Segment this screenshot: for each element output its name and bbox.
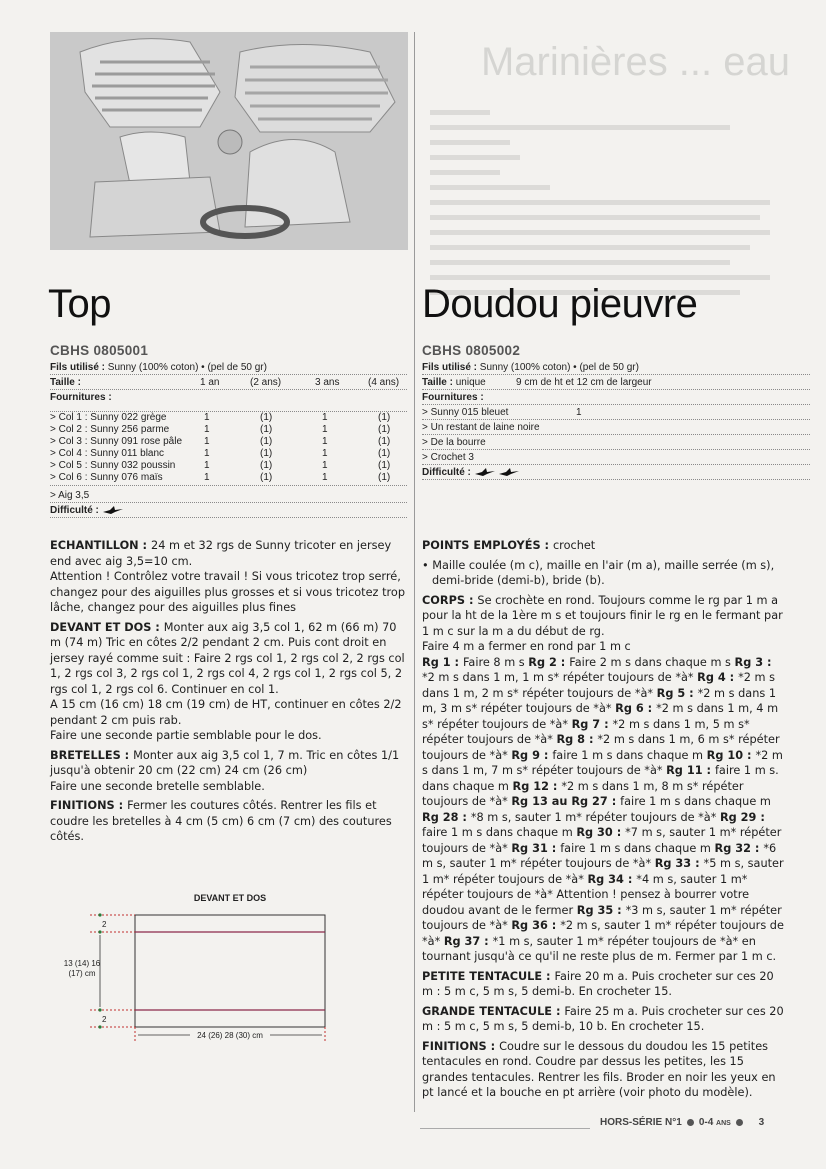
section-heading: POINTS EMPLOYÉS : xyxy=(422,539,553,552)
doudou-fournitures-row xyxy=(422,390,810,405)
page-footer xyxy=(600,1117,764,1128)
top-fournitures-label: Fournitures : xyxy=(50,392,112,403)
echantillon-paragraph xyxy=(50,538,407,616)
schematic-drawing xyxy=(60,880,360,1060)
section-text: Faire 25 m a. Puis crocheter sur ces 20 m : 5 m c, 5 m s, 5 demi-b, 10 b. En crocheter 15. xyxy=(422,1004,784,1033)
rang-text: faire 1 m s. dans chaque m xyxy=(422,764,779,793)
doudou-fourniture-row xyxy=(422,420,810,435)
section-heading: PETITE TENTACULE : xyxy=(422,969,555,983)
rang-label: Rg 31 : xyxy=(511,841,561,855)
top-difficulte-label: Difficulté : xyxy=(50,505,99,516)
section-text: Fermer les coutures côtés. Rentrer les fils et coudre les bretelles à 4 cm (5 cm) 6 cm (7 cm) des coutures côtés. xyxy=(50,799,392,843)
qty: (1) xyxy=(260,436,273,447)
rang-label: Rg 3 : xyxy=(734,655,772,669)
rang-text: *2 m s dans 1 m, 6 m s* répéter toujours de *à* xyxy=(422,733,780,762)
doudou-fils-value: Sunny (100% coton) • (pel de 50 gr) xyxy=(479,362,639,373)
section-text: Faire 4 m a fermer en rond par 1 m c xyxy=(422,640,631,653)
rang-label: Rg 12 : xyxy=(512,779,562,793)
top-taille-label: Taille : xyxy=(50,377,81,388)
qty: 1 xyxy=(322,460,328,471)
rang-label: Rg 6 : xyxy=(615,702,657,715)
top-size: (4 ans) xyxy=(368,377,400,388)
doudou-taille-row xyxy=(422,375,810,390)
color-name: > Col 1 : Sunny 022 grège xyxy=(50,412,167,423)
doudou-fourniture-row xyxy=(422,450,810,465)
bullet-icon xyxy=(687,1119,694,1126)
qty: 1 xyxy=(204,412,210,423)
rang-text: *5 m s, sauter 1 m* répéter toujours de *à* xyxy=(422,857,784,886)
rang-label: Rg 35 : xyxy=(576,903,626,917)
top-size: (2 ans) xyxy=(250,377,282,388)
top-color-row xyxy=(50,436,407,448)
rang-label: Rg 11 : xyxy=(666,764,715,777)
qty: 1 xyxy=(576,407,582,418)
fourniture-name: > Un restant de laine noire xyxy=(422,422,540,433)
doudou-fourniture-row xyxy=(422,405,810,420)
rang-label: Rg 36 : xyxy=(511,919,561,932)
page-number: 3 xyxy=(758,1117,765,1128)
top-color-row xyxy=(50,448,407,460)
color-name: > Col 6 : Sunny 076 maïs xyxy=(50,472,163,483)
doudou-fournitures-label: Fournitures : xyxy=(422,392,484,403)
doudou-title: Doudou pieuvre xyxy=(422,282,698,326)
top-color-row xyxy=(50,472,407,486)
doudou-difficulte-label: Difficulté : xyxy=(422,467,471,478)
color-name: > Col 2 : Sunny 256 parme xyxy=(50,424,170,435)
qty: 1 xyxy=(204,460,210,471)
top-taille-row xyxy=(50,375,407,390)
section-heading: FINITIONS : xyxy=(50,799,128,812)
section-text: Faire une seconde bretelle semblable. xyxy=(50,779,265,793)
diagram-title: DEVANT ET DOS xyxy=(193,893,267,903)
top-size: 1 an xyxy=(200,377,220,388)
rang-label: Rg 33 : xyxy=(654,857,704,870)
doudou-difficulte-row xyxy=(422,465,810,480)
qty: (1) xyxy=(260,412,273,423)
height-label: 13 (14) 16 xyxy=(63,959,101,968)
color-name: > Col 4 : Sunny 011 blanc xyxy=(50,448,165,459)
corps-paragraph xyxy=(422,593,788,965)
section-heading: ECHANTILLON : xyxy=(50,539,152,552)
knitted-items-illustration xyxy=(50,32,408,250)
rangs-text xyxy=(422,656,784,964)
rang-label: Rg 13 au Rg 27 : xyxy=(511,795,621,808)
rang-text: *2 m s, sauter 1 m* répéter toujours de *à* xyxy=(422,919,784,948)
devant-dos-paragraph xyxy=(50,620,407,744)
rang-text: Faire 8 m s xyxy=(462,655,529,669)
footer-rule xyxy=(420,1128,590,1129)
qty: (1) xyxy=(378,412,391,423)
rang-label: Rg 29 : xyxy=(719,810,765,824)
rang-text: faire 1 m s dans chaque m xyxy=(620,795,771,808)
rang-label: Rg 28 : xyxy=(422,810,471,824)
points-list xyxy=(422,558,788,589)
doudou-taille-value: unique xyxy=(455,377,486,388)
section-text: Coudre sur le dessous du doudou les 15 petites tentacules en rond. Coudre par dessus les petites, les 15 grandes tentacules. Rentrer les fils. Broder en noir les yeux en pt lancé et la bouche en pt arrière (voir photo du modèle). xyxy=(422,1039,776,1099)
top-title: Top xyxy=(48,282,111,326)
rang-label: Rg 37 : xyxy=(443,934,493,948)
rang-label: Rg 34 : xyxy=(587,872,637,886)
qty: (1) xyxy=(378,472,391,483)
petite-tentacule-paragraph xyxy=(422,969,788,1000)
footer-number: N°1 xyxy=(665,1117,682,1128)
section-heading: CORPS : xyxy=(422,593,478,607)
doudou-fourniture-row xyxy=(422,435,810,450)
footer-series: HORS-SÉRIE xyxy=(600,1117,663,1128)
top-difficulte-row xyxy=(50,503,407,518)
top-size: 3 ans xyxy=(315,377,340,388)
qty: (1) xyxy=(378,436,391,447)
qty: 1 xyxy=(322,472,328,483)
section-text: Attention ! Contrôlez votre travail ! Si vous tricotez trop serré, changez pour des aiguilles plus grosses et si vous tricotez trop lâche, changez pour des aiguilles plus fines xyxy=(50,570,405,614)
section-text: Faire une seconde partie semblable pour le dos. xyxy=(50,729,322,742)
rang-label: Rg 32 : xyxy=(714,841,764,855)
rib-bottom-label: 2 xyxy=(102,1015,107,1024)
color-name: > Col 5 : Sunny 032 poussin xyxy=(50,460,176,471)
rang-label: Rg 8 : xyxy=(556,733,598,746)
qty: (1) xyxy=(378,448,391,459)
qty: 1 xyxy=(322,412,328,423)
section-text: Se crochète en rond. Toujours comme le rg par 1 m a pour la ht de la 1ère m s et toujours finir le rg en le fermant par 1 m c sur la m a du début de rg. xyxy=(422,593,783,638)
difficulty-bird-icon xyxy=(102,505,124,515)
qty: 1 xyxy=(204,448,210,459)
qty: 1 xyxy=(322,448,328,459)
top-fils-row xyxy=(50,360,407,375)
top-color-row xyxy=(50,460,407,472)
rang-text: faire 1 m s dans chaque m xyxy=(422,826,577,839)
qty: 1 xyxy=(322,436,328,447)
fourniture-name: > De la bourre xyxy=(422,437,486,448)
rang-label: Rg 2 : xyxy=(528,655,570,669)
width-label: 24 (26) 28 (30) cm xyxy=(197,1031,263,1040)
rang-label: Rg 1 : xyxy=(422,655,463,669)
doudou-taille-label: Taille : xyxy=(422,377,453,388)
height-label-2: (17) cm xyxy=(68,969,96,978)
column-divider xyxy=(414,32,415,1112)
rang-text: *2 m s dans 1 m, 1 m s* répéter toujours de *à* xyxy=(422,671,698,684)
doudou-code: CBHS 0805002 xyxy=(422,343,521,358)
rang-label: Rg 30 : xyxy=(576,826,626,839)
difficulty-bird-icon xyxy=(474,467,496,477)
doudou-instructions xyxy=(422,538,788,1105)
rang-text: *2 m s dans 1 m, 4 m s* répéter toujours de *à* xyxy=(422,702,779,731)
rang-text: faire 1 m s dans chaque m xyxy=(560,841,715,855)
points-item: • Maille coulée (m c), maille en l'air (m a), maille serrée (m s), demi-bride (demi-b), bride (b). xyxy=(422,558,775,587)
rang-text: *6 m s, sauter 1 m* répéter toujours de *à* xyxy=(422,841,777,870)
section-heading: FINITIONS : xyxy=(422,1039,500,1053)
rang-text: *2 m s dans 1 m, 5 m s* répéter toujours de *à* xyxy=(422,717,750,746)
rang-text: *8 m s, sauter 1 m* répéter toujours de *à* xyxy=(470,810,720,824)
rang-text: *2 m s dans 1 m, 7 m s* répéter toujours de *à* xyxy=(422,748,783,777)
section-heading: DEVANT ET DOS : xyxy=(50,620,164,634)
section-text: Monter aux aig 3,5 col 1, 62 m (66 m) 70 m (74 m) Tric en côtes 2/2 pendant 2 cm. Puis cont droit en jersey rayé comme suit : Faire 2 rgs col 1, 2 rgs col 2, 2 rgs col 1, 2 rgs col 3, 2 rgs col 1, 2 rgs col 4, 2 rgs col 1, 2 rgs col 5, 2 rgs col 1, 2 rgs col 6. Continuer en col 1. xyxy=(50,620,405,696)
doudou-taille-dims: 9 cm de ht et 12 cm de largeur xyxy=(516,377,652,388)
top-aig: > Aig 3,5 xyxy=(50,490,90,501)
top-spec-table xyxy=(50,360,407,518)
rang-text: *3 m s, sauter 1 m* répéter toujours de *à* xyxy=(422,903,782,932)
top-instructions xyxy=(50,538,407,849)
qty: (1) xyxy=(260,472,273,483)
section-heading: GRANDE TENTACULE : xyxy=(422,1004,565,1018)
rib-top-label: 2 xyxy=(102,920,107,929)
points-paragraph xyxy=(422,538,788,554)
grande-tentacule-paragraph xyxy=(422,1004,788,1035)
bretelles-paragraph xyxy=(50,748,407,795)
finitions-paragraph xyxy=(50,798,407,845)
top-color-row xyxy=(50,424,407,436)
doudou-spec-table xyxy=(422,360,810,480)
rang-text: *4 m s, sauter 1 m* répéter toujours de *à* Attention ! pensez à bourrer votre doudou avant de le fermer xyxy=(422,872,750,917)
rang-label: Rg 4 : xyxy=(697,671,739,684)
qty: (1) xyxy=(378,460,391,471)
fourniture-name: > Sunny 015 bleuet xyxy=(422,407,509,418)
section-text: Faire 20 m a. Puis crocheter sur ces 20 m : 5 m c, 5 m s, 5 demi-b. En crocheter 15. xyxy=(422,969,774,998)
doudou-fils-row xyxy=(422,360,810,375)
top-colors-list xyxy=(50,411,407,486)
rang-text: Faire 2 m s dans chaque m s xyxy=(569,655,735,669)
qty: (1) xyxy=(260,424,273,435)
qty: (1) xyxy=(378,424,391,435)
fourniture-name: > Crochet 3 xyxy=(422,452,474,463)
rang-label: Rg 7 : xyxy=(571,717,613,731)
footer-ans: ANS xyxy=(716,1120,731,1127)
top-color-row xyxy=(50,412,407,424)
devant-dos-diagram xyxy=(60,880,360,1060)
qty: 1 xyxy=(204,424,210,435)
product-photo xyxy=(50,32,408,250)
show-through-text xyxy=(420,30,810,310)
rang-text: *7 m s, sauter 1 m* répéter toujours de *à* xyxy=(422,826,782,855)
footer-age: 0-4 xyxy=(698,1117,714,1128)
qty: 1 xyxy=(322,424,328,435)
top-aig-row xyxy=(50,488,407,503)
rang-text: faire 1 m s dans chaque m xyxy=(552,748,707,762)
ghost-title: Marinières ... eau xyxy=(480,40,790,84)
bullet-icon xyxy=(736,1119,743,1126)
section-text: A 15 cm (16 cm) 18 cm (19 cm) de HT, continuer en côtes 2/2 pendant 2 cm puis rab. xyxy=(50,698,402,727)
rang-text: *2 m s dans 1 m, 2 m s* répéter toujours de *à* xyxy=(422,671,776,700)
section-text: crochet xyxy=(552,539,596,552)
doudou-finitions-paragraph xyxy=(422,1039,788,1101)
rang-text: *2 m s dans 1 m, 3 m s* répéter toujours de *à* xyxy=(422,686,777,715)
top-fournitures-row xyxy=(50,390,407,405)
rang-label: Rg 10 : xyxy=(706,748,756,762)
section-heading: BRETELLES : xyxy=(50,748,134,762)
qty: 1 xyxy=(204,436,210,447)
doudou-fils-label: Fils utilisé : xyxy=(422,362,478,373)
color-name: > Col 3 : Sunny 091 rose pâle xyxy=(50,436,183,447)
section-text: 24 m et 32 rgs de Sunny tricoter en jersey end avec aig 3,5=10 cm. xyxy=(50,539,392,568)
rang-label: Rg 9 : xyxy=(511,748,553,762)
top-fils-label: Fils utilisé : xyxy=(50,362,106,373)
rang-text: *2 m s dans 1 m, 8 m s* répéter toujours de *à* xyxy=(422,779,744,808)
difficulty-bird-icon xyxy=(498,467,520,477)
top-code: CBHS 0805001 xyxy=(50,343,149,358)
section-text: Monter aux aig 3,5 col 1, 7 m. Tric en côtes 1/1 jusqu'à obtenir 20 cm (22 cm) 24 cm (26 cm) xyxy=(50,748,400,777)
rang-text: *1 m s, sauter 1 m* répéter toujours de *à* en tournant jusqu'à ce qu'il ne reste plus de m. Fermer par 1 m c. xyxy=(422,934,777,963)
qty: (1) xyxy=(260,448,273,459)
qty: (1) xyxy=(260,460,273,471)
rang-label: Rg 5 : xyxy=(656,686,698,700)
qty: 1 xyxy=(204,472,210,483)
top-fils-value: Sunny (100% coton) • (pel de 50 gr) xyxy=(107,362,267,373)
